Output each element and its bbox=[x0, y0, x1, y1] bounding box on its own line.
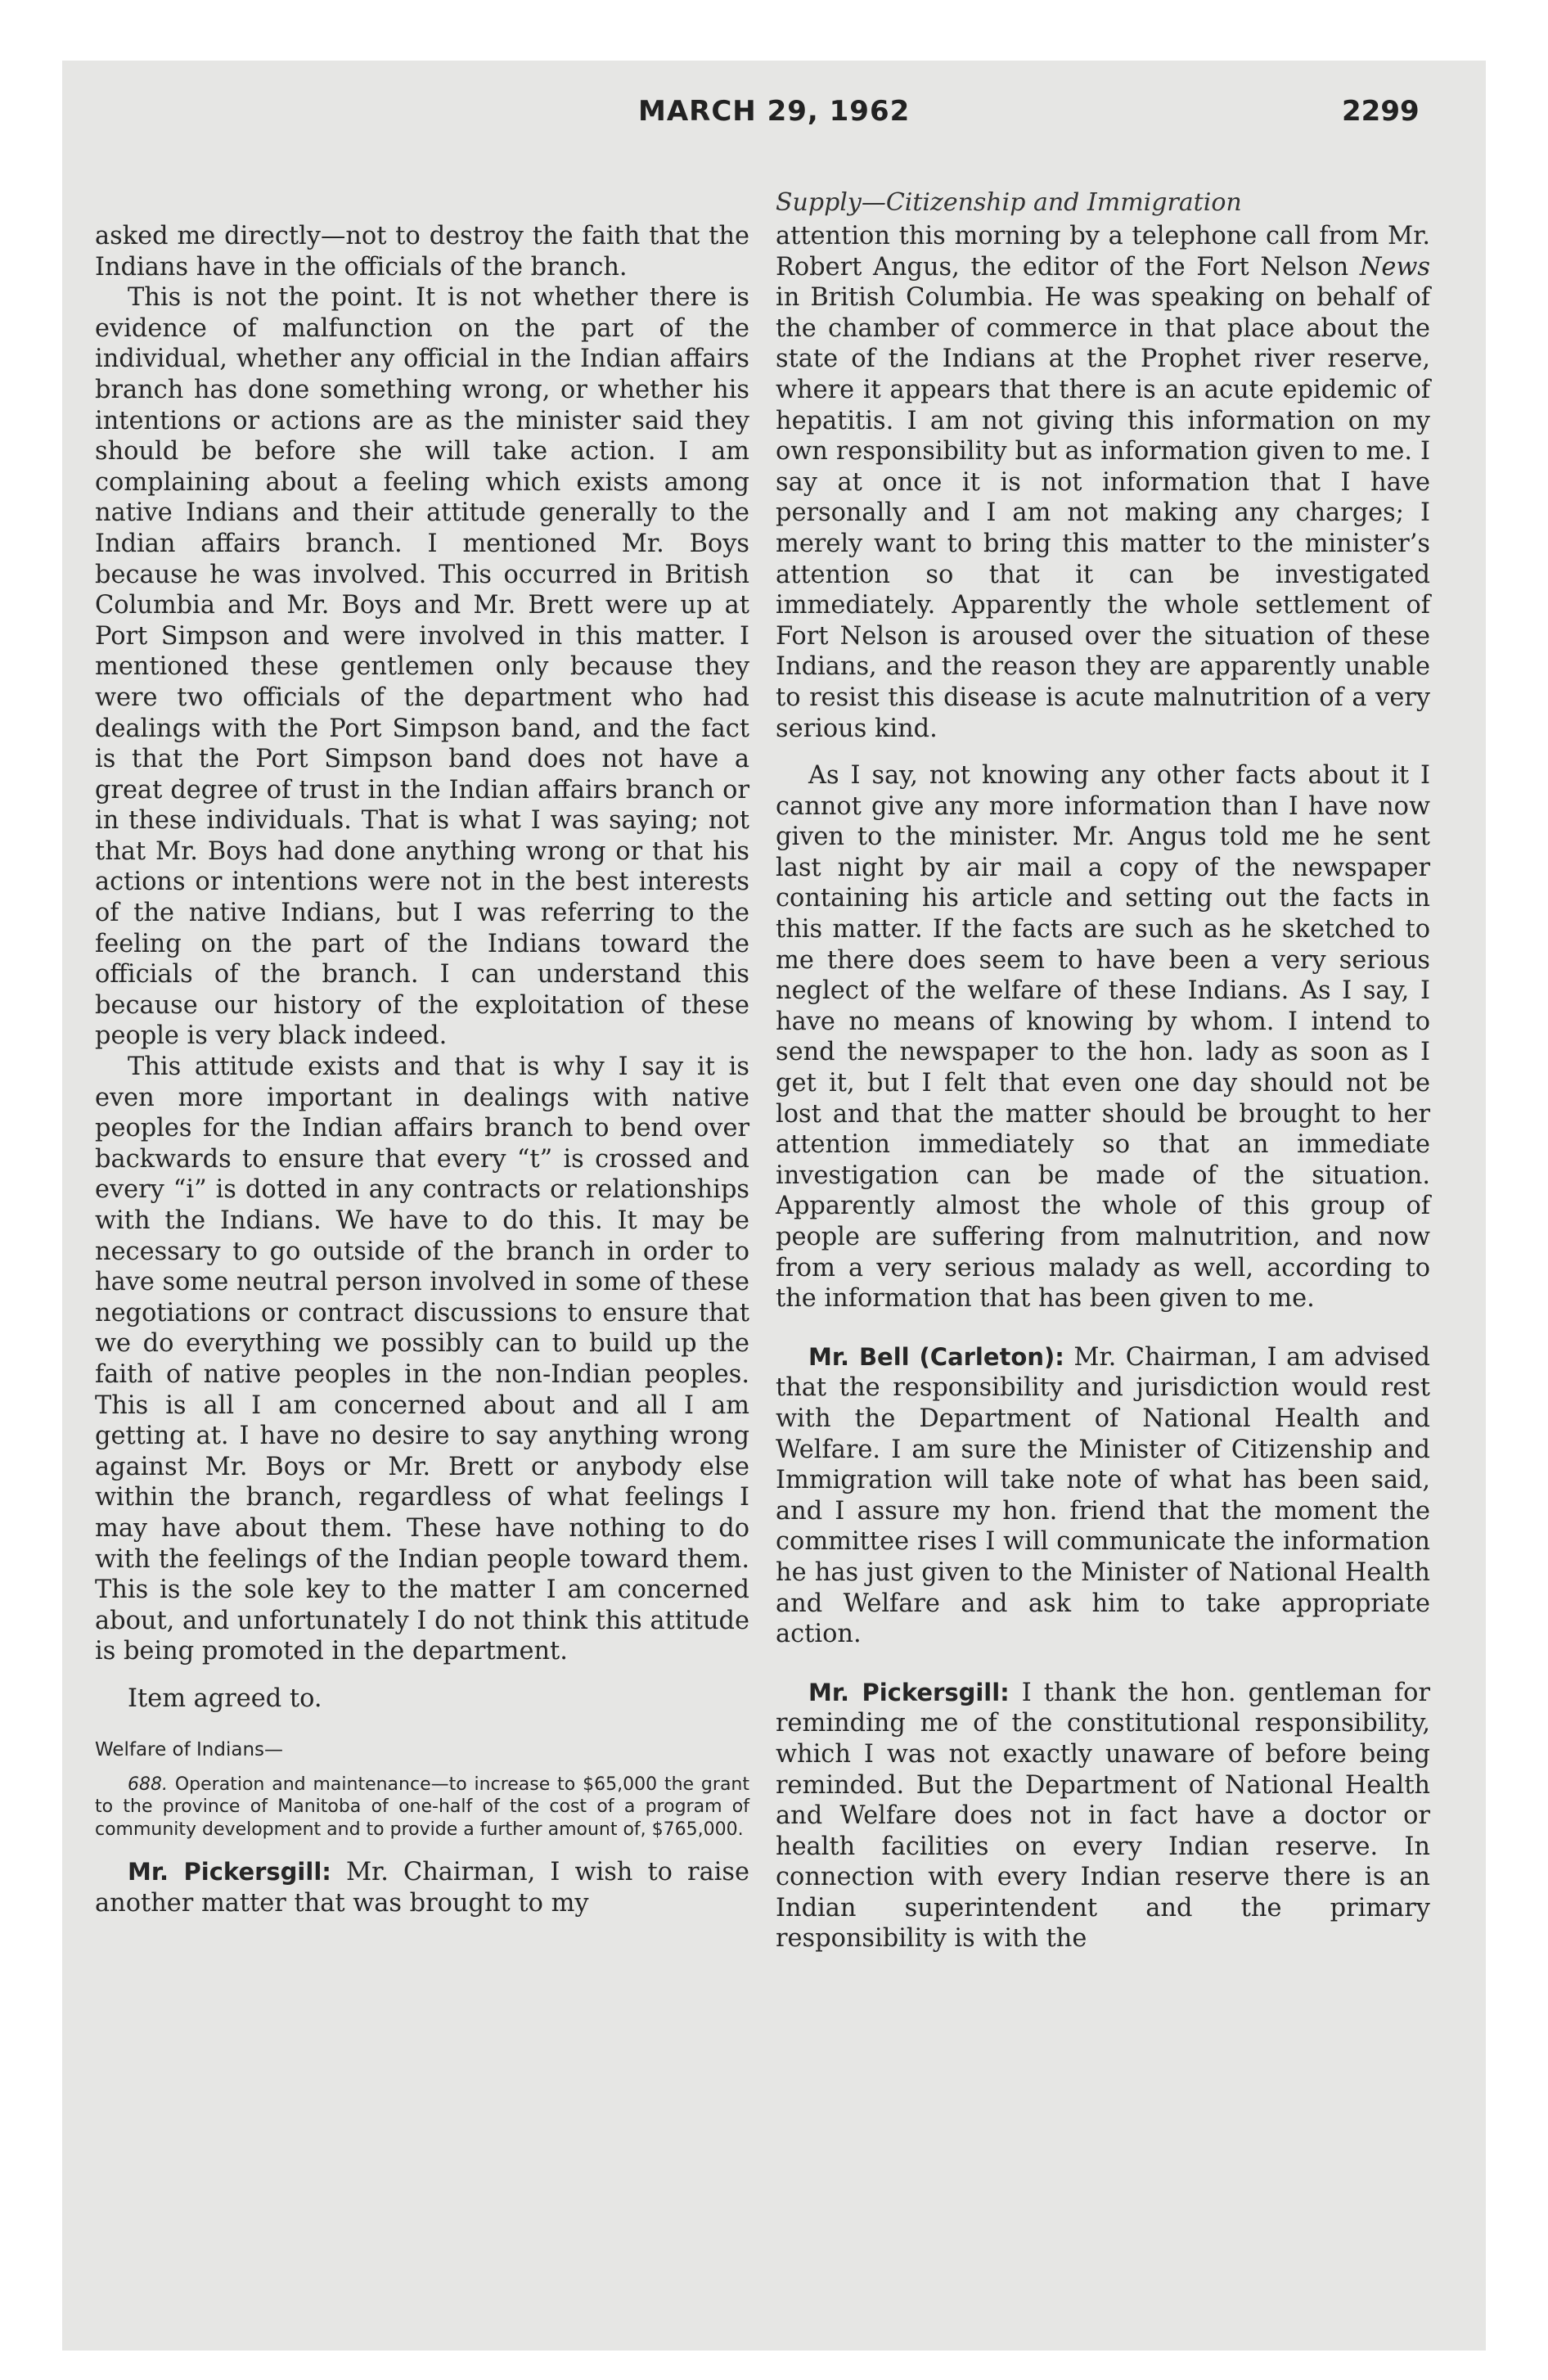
item-number: 688. bbox=[128, 1774, 168, 1795]
speech-text: Mr. Chairman, I wish to raise another matter that was brought to my bbox=[95, 1858, 749, 1918]
paragraph: As I say, not knowing any other facts about it I cannot give any more information than I have now given to the minister. Mr. Angus told me he sent last night by air mail a copy of the newspaper containing his article and setting out the facts in this matter. If the facts are such as he sketched to me there does seem to have been a very serious neglect of the welfare of these Indians. As I say, I have no means of knowing by whom. I intend to send the newspaper to the hon. lady as soon as I get it, but I felt that even one day should not be lost and that the matter should be brought to her attention immediately so that an immediate investigation can be made of the situation. Apparently almost the whole of this group of people are suffering from malnutrition, and now from a very serious malady as well, according to the information that has been given to me. bbox=[776, 761, 1430, 1314]
text-run: attention this morning by a telephone call from Mr. Robert Angus, the editor of the Fort Nelson bbox=[776, 222, 1430, 282]
item-text: Operation and maintenance—to increase to $65,000 the grant to the province of Manitoba of one-half of the cost of a program of community development and to provide a further amount of, $765,000. bbox=[95, 1774, 749, 1840]
running-subject: Supply—Citizenship and Immigration bbox=[776, 188, 1242, 217]
paragraph bbox=[776, 221, 1430, 744]
speech-text: I thank the hon. gentleman for reminding me of the constitutional responsibility, which I was not exactly unaware of before being reminded. But the Department of National Health and Welfare does not in fact have a doctor or health facilities on every Indian reserve. In connection with every Indian reserve there is an Indian superintendent and the primary responsibility is with the bbox=[776, 1678, 1430, 1954]
item-agreed: Item agreed to. bbox=[128, 1684, 322, 1713]
speech bbox=[95, 1857, 749, 1918]
speech bbox=[776, 1678, 1430, 1954]
speaker-name: Mr. Pickersgill: bbox=[808, 1678, 1010, 1706]
left-column bbox=[95, 221, 749, 1918]
header-date: MARCH 29, 1962 bbox=[638, 95, 911, 128]
speaker-name: Mr. Pickersgill: bbox=[128, 1858, 331, 1886]
page-header bbox=[0, 95, 1548, 144]
page-number: 2299 bbox=[1342, 95, 1420, 128]
text-run: in British Columbia. He was speaking on behalf of the chamber of commerce in that place about the state of the Indians at the Prophet river reserve, where it appears that there is an acute epidemic of hepatitis. I am not giving this information on my own responsibility but as information given to me. I say at once it is not information that I have personally and I am not making any charges; I merely want to bring this matter to the minister’s attention so that it can be investigated immediately. Apparently the whole settlement of Fort Nelson is aroused over the situation of these Indians, and the reason they are apparently unable to resist this disease is acute malnutrition of a very serious kind. bbox=[776, 283, 1430, 743]
estimate-item bbox=[95, 1774, 749, 1841]
paragraph: This attitude exists and that is why I say it is even more important in dealings with native peoples for the Indian affairs branch to bend over backwards to ensure that every “t” is crossed and every “i” is dotted in any contracts or relationships with the Indians. We have to do this. It may be necessary to go outside of the branch in order to have some neutral person involved in some of these negotiations or contract discussions to ensure that we do everything we possibly can to build up the faith of native peoples in the non-Indian peoples. This is all I am concerned about and all I am getting at. I have no desire to say anything wrong against Mr. Boys or Mr. Brett or anybody else within the branch, regardless of what feelings I may have about them. These have nothing to do with the feelings of the Indian people toward them. This is the sole key to the matter I am concerned about, and unfortunately I do not think this attitude is being promoted in the department. bbox=[95, 1053, 749, 1666]
section-heading: Welfare of Indians— bbox=[95, 1738, 284, 1760]
paragraph: asked me directly—not to destroy the faith that the Indians have in the officials of the branch. bbox=[95, 222, 749, 282]
newspaper-name: News bbox=[1359, 252, 1430, 282]
speech bbox=[776, 1342, 1430, 1650]
speaker-name: Mr. Bell (Carleton): bbox=[808, 1342, 1064, 1371]
speech-text: Mr. Chairman, I am advised that the responsibility and jurisdiction would rest with the Department of National Health and Welfare. I am sure the Minister of Citizenship and Immigration will take note of what has been said, and I assure my hon. friend that the moment the committee rises I will communicate the information he has just given to the Minister of National Health and Welfare and ask him to take appropriate action. bbox=[776, 1342, 1430, 1649]
paragraph: This is not the point. It is not whether there is evidence of malfunction on the part of the individual, whether any official in the Indian affairs branch has done something wrong, or whether his intentions or actions are as the minister said they should be before she will take action. I am complaining about a feeling which exists among native Indians and their attitude generally to the Indian affairs branch. I mentioned Mr. Boys because he was involved. This occurred in British Columbia and Mr. Boys and Mr. Brett were up at Port Simpson and were involved in this matter. I mentioned these gentlemen only because they were two officials of the department who had dealings with the Port Simpson band, and the fact is that the Port Simpson band does not have a great degree of trust in the Indian affairs branch or in these individuals. That is what I was saying; not that Mr. Boys had done anything wrong or that his actions or intentions were not in the best interests of the native Indians, but I was referring to the feeling on the part of the Indians toward the officials of the branch. I can understand this because our history of the exploitation of these people is very black indeed. bbox=[95, 283, 749, 1051]
right-column bbox=[776, 221, 1430, 1954]
